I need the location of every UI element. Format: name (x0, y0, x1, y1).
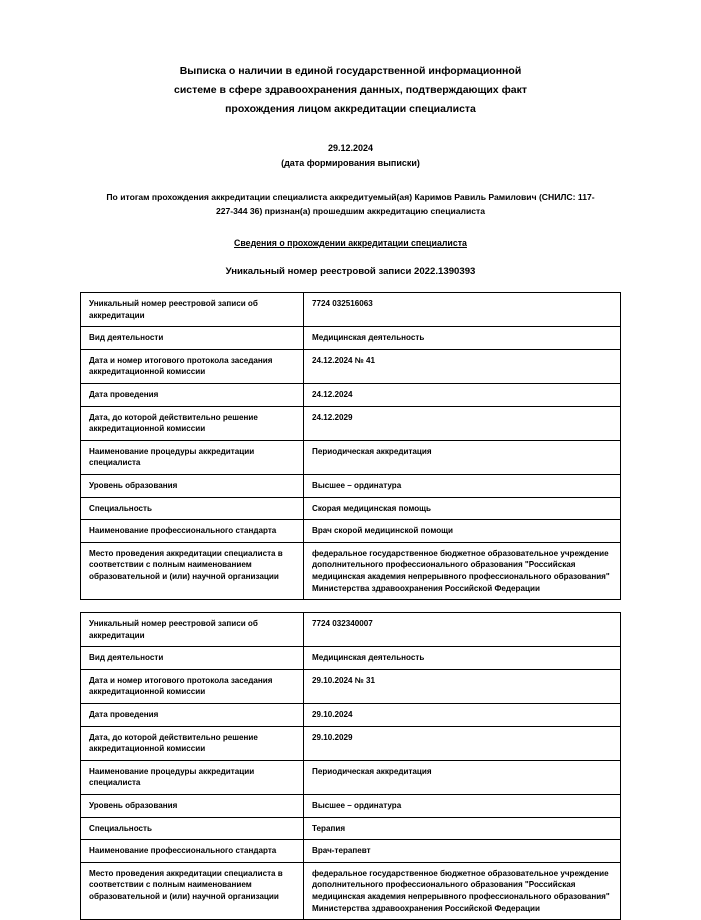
row-label-unique-number: Уникальный номер реестровой записи об аккредитации (81, 613, 304, 647)
table-row (81, 817, 621, 840)
page-title-line-2: системе в сфере здравоохранения данных, подтверждающих факт (173, 84, 527, 96)
row-value-unique-number: 7724 032516063 (304, 293, 621, 327)
table-row (81, 440, 621, 474)
row-label-procedure-name: Наименование процедуры аккредитации специалиста (81, 440, 304, 474)
row-label-prof-standard: Наименование профессионального стандарта (81, 520, 304, 543)
table-row (81, 669, 621, 703)
table-row (81, 474, 621, 497)
row-label-activity-type: Вид деятельности (81, 327, 304, 350)
section-heading: Сведения о прохождении аккредитации специалиста (234, 238, 467, 248)
formation-date-value: 29.12.2024 (327, 143, 374, 153)
formation-date-caption: (дата формирования выписки) (281, 158, 420, 168)
row-value-held-date: 24.12.2024 (304, 383, 621, 406)
accreditation-record-table-1 (80, 292, 621, 600)
row-value-procedure-name: Периодическая аккредитация (304, 440, 621, 474)
row-value-valid-until: 24.12.2029 (304, 406, 621, 440)
row-label-place: Место проведения аккредитации специалиста в соответствии с полным наименованием образовательной и (или) научной организации (81, 542, 304, 599)
table-row (81, 613, 621, 647)
page-title-line-3: прохождения лицом аккредитации специалиста (225, 103, 476, 115)
table-row (81, 704, 621, 727)
row-label-protocol: Дата и номер итогового протокола заседания аккредитационной комиссии (81, 349, 304, 383)
row-value-prof-standard: Врач-терапевт (304, 840, 621, 863)
row-label-education-level: Уровень образования (81, 795, 304, 818)
table-row (81, 327, 621, 350)
row-value-specialty: Скорая медицинская помощь (304, 497, 621, 520)
table-row (81, 349, 621, 383)
accreditation-record-table-2 (80, 612, 621, 920)
row-value-education-level: Высшее – ординатура (304, 795, 621, 818)
table-row (81, 795, 621, 818)
row-value-place: федеральное государственное бюджетное образовательное учреждение дополнительного профессионального образования "Российская медицинская академия непрерывного профессионального образования" Министерства здравоохранения Российской Федерации (304, 862, 621, 919)
row-label-procedure-name: Наименование процедуры аккредитации специалиста (81, 760, 304, 794)
table-row (81, 542, 621, 599)
table-row (81, 862, 621, 919)
row-value-valid-until: 29.10.2029 (304, 726, 621, 760)
row-label-held-date: Дата проведения (81, 383, 304, 406)
row-value-protocol: 24.12.2024 № 41 (304, 349, 621, 383)
page-title (121, 62, 581, 119)
table-row (81, 497, 621, 520)
accreditation-summary: По итогам прохождения аккредитации специалиста аккредитуемый(ая) Каримов Равиль Рамилович (СНИЛС: 117-227-344 36) признан(а) прошедшим аккредитацию специалиста (106, 192, 595, 216)
row-value-prof-standard: Врач скорой медицинской помощи (304, 520, 621, 543)
row-label-unique-number: Уникальный номер реестровой записи об аккредитации (81, 293, 304, 327)
table-row (81, 647, 621, 670)
row-value-procedure-name: Периодическая аккредитация (304, 760, 621, 794)
row-value-education-level: Высшее – ординатура (304, 474, 621, 497)
row-label-specialty: Специальность (81, 497, 304, 520)
table-row (81, 520, 621, 543)
formation-date-block (80, 141, 621, 171)
row-label-prof-standard: Наименование профессионального стандарта (81, 840, 304, 863)
row-label-activity-type: Вид деятельности (81, 647, 304, 670)
row-label-valid-until: Дата, до которой действительно решение аккредитационной комиссии (81, 406, 304, 440)
table-row (81, 726, 621, 760)
row-value-specialty: Терапия (304, 817, 621, 840)
row-value-protocol: 29.10.2024 № 31 (304, 669, 621, 703)
row-value-place: федеральное государственное бюджетное образовательное учреждение дополнительного профессионального образования "Российская медицинская академия непрерывного профессионального образования" Министерства здравоохранения Российской Федерации (304, 542, 621, 599)
table-row (81, 406, 621, 440)
row-label-place: Место проведения аккредитации специалиста в соответствии с полным наименованием образовательной и (или) научной организации (81, 862, 304, 919)
row-label-education-level: Уровень образования (81, 474, 304, 497)
row-value-held-date: 29.10.2024 (304, 704, 621, 727)
page-title-line-1: Выписка о наличии в единой государственной информационной (179, 65, 522, 77)
row-value-activity-type: Медицинская деятельность (304, 647, 621, 670)
row-value-activity-type: Медицинская деятельность (304, 327, 621, 350)
row-label-specialty: Специальность (81, 817, 304, 840)
registry-record-number: Уникальный номер реестровой записи 2022.1390393 (225, 266, 476, 277)
row-label-valid-until: Дата, до которой действительно решение аккредитационной комиссии (81, 726, 304, 760)
table-row (81, 760, 621, 794)
table-row (81, 293, 621, 327)
row-label-held-date: Дата проведения (81, 704, 304, 727)
row-value-unique-number: 7724 032340007 (304, 613, 621, 647)
row-label-protocol: Дата и номер итогового протокола заседания аккредитационной комиссии (81, 669, 304, 703)
table-row (81, 840, 621, 863)
table-row (81, 383, 621, 406)
